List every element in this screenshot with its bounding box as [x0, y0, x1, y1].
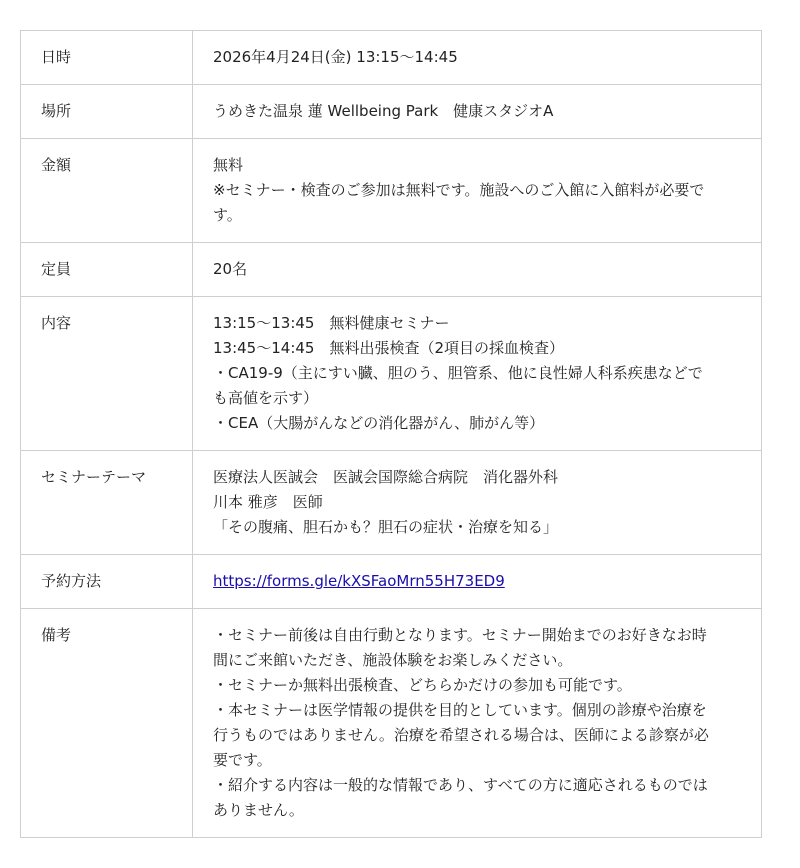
- row-label-capacity: 定員: [21, 243, 193, 297]
- value-line: す。: [213, 206, 242, 224]
- row-location: [21, 85, 762, 139]
- row-value-notes: [193, 609, 762, 838]
- value-line: 要です。: [213, 751, 272, 769]
- value-line: ・CEA（大腸がんなどの消化器がん、肺がん等）: [213, 414, 545, 432]
- reservation-form-link[interactable]: https://forms.gle/kXSFaoMrn55H73ED9: [213, 572, 505, 590]
- value-line: ・本セミナーは医学情報の提供を目的としています。個別の診療や治療を: [213, 701, 707, 719]
- value-line: 間にご来館いただき、施設体験をお楽しみください。: [213, 651, 573, 669]
- row-notes: [21, 609, 762, 838]
- row-value-fee: [193, 139, 762, 243]
- value-line: ・セミナー前後は自由行動となります。セミナー開始までのお好きなお時: [213, 626, 707, 644]
- value-line: うめきた温泉 蓮 Wellbeing Park 健康スタジオA: [213, 102, 554, 120]
- row-capacity: [21, 243, 762, 297]
- row-value-content: [193, 297, 762, 451]
- row-label-location: 場所: [21, 85, 193, 139]
- row-value-seminar-theme: [193, 451, 762, 555]
- event-info-table: [20, 30, 762, 838]
- value-line: 2026年4月24日(金) 13:15～14:45: [213, 48, 458, 66]
- value-line: ・セミナーか無料出張検査、どちらかだけの参加も可能です。: [213, 676, 632, 694]
- row-content: [21, 297, 762, 451]
- row-label-datetime: 日時: [21, 31, 193, 85]
- value-line: 「その腹痛、胆石かも？胆石の症状・治療を知る」: [213, 518, 559, 536]
- value-line: も高値を示す）: [213, 389, 319, 407]
- row-value-location: [193, 85, 762, 139]
- row-label-content: 内容: [21, 297, 193, 451]
- value-line: 20名: [213, 260, 248, 278]
- row-label-fee: 金額: [21, 139, 193, 243]
- row-label-notes: 備考: [21, 609, 193, 838]
- row-value-datetime: [193, 31, 762, 85]
- row-reservation: [21, 555, 762, 609]
- value-line: 13:15～13:45 無料健康セミナー: [213, 314, 450, 332]
- value-line: 医療法人医誠会 医誠会国際総合病院 消化器外科: [213, 468, 559, 486]
- row-value-reservation: [193, 555, 762, 609]
- value-line: 川本 雅彦 医師: [213, 493, 323, 511]
- value-line: 無料: [213, 156, 244, 174]
- value-line: 行うものではありません。治療を希望される場合は、医師による診察が必: [213, 726, 709, 744]
- value-line: ・紹介する内容は一般的な情報であり、すべての方に適応されるものでは: [213, 776, 708, 794]
- row-fee: [21, 139, 762, 243]
- event-info-table-body: [21, 31, 762, 838]
- value-line: ありません。: [213, 801, 304, 819]
- row-seminar-theme: [21, 451, 762, 555]
- row-value-capacity: [193, 243, 762, 297]
- row-label-seminar-theme: セミナーテーマ: [21, 451, 193, 555]
- value-line: ・CA19-9（主にすい臓、胆のう、胆管系、他に良性婦人科系疾患などで: [213, 364, 703, 382]
- row-datetime: [21, 31, 762, 85]
- value-line: ※セミナー・検査のご参加は無料です。施設へのご入館に入館料が必要で: [213, 181, 705, 199]
- value-line: 13:45～14:45 無料出張検査（2項目の採血検査）: [213, 339, 565, 357]
- row-label-reservation: 予約方法: [21, 555, 193, 609]
